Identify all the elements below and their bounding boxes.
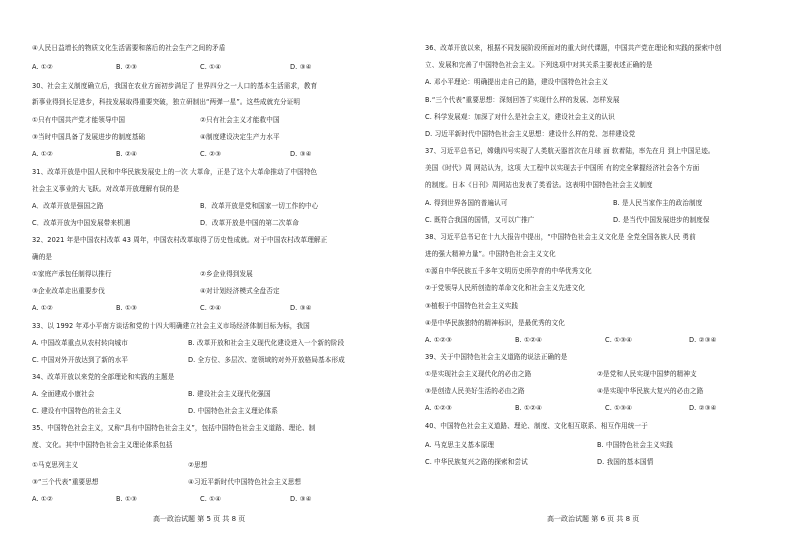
question-text-line: 40、中国特色社会主义道路、理论、制度、文化相互联系、相互作用统一于	[425, 422, 648, 430]
statement-option: C. 既符合我国的国情，又可以广推广	[425, 216, 535, 224]
answer-option: D. ②③④	[689, 336, 717, 344]
statement-option: ④是实现中华民族大复兴的必由之路	[597, 387, 704, 395]
answer-option: A. ①②	[32, 495, 53, 503]
question-text-line: 32、2021 年是中国农村改革 43 周年，中国农村改革取得了历史性成就。对于中国农村改革理解正	[32, 236, 328, 244]
statement-option: B. 中国特色社会主义实践	[597, 441, 673, 449]
answer-option: A. ①②③	[425, 404, 452, 412]
statement-option: ③植根于中国特色社会主义实践	[425, 302, 519, 310]
answer-option: B. ①②④	[515, 404, 543, 412]
answer-option: C. ①③④	[605, 404, 633, 412]
question-text-line: ④人民日益增长的物质文化生活需要和落后的社会生产之间的矛盾	[32, 44, 226, 52]
statement-option: A. 中国改革重点从农村转向城市	[32, 339, 128, 347]
statement-option: C. 中华民族复兴之路的探索和尝试	[425, 458, 528, 466]
right-exam-page	[397, 0, 794, 550]
statement-option: ③“三个代表”重要思想	[32, 478, 99, 486]
statement-option: A. 邓小平理论：明确提出走自己的路，建设中国特色社会主义	[425, 78, 608, 86]
question-text-line: 30、社会主义制度确立后，我国在农业方面初步满足了 世界四分之一人口的基本生活需求，教育	[32, 82, 318, 90]
page-footer: 高一政治试题 第 6 页 共 8 页	[547, 515, 640, 523]
answer-option: A. ①②③	[425, 336, 452, 344]
question-text-line: 立、发展和完善了中国特色社会主义。下列选项中对其关系主要表述正确的是	[425, 61, 653, 69]
statement-option: ②乡企业得到发展	[200, 270, 253, 278]
question-text-line: 34、改革开放以来党的全部理论和实践的主题是	[32, 373, 175, 381]
answer-option: B. ①②④	[515, 336, 543, 344]
statement-option: C．改革开放为中国发展带来机遇	[32, 219, 131, 227]
question-text-line: 33、以 1992 年邓小平南方谈话和党的十四大明确建立社会主义市场经济体制目标为标，我国	[32, 322, 310, 330]
statement-option: B．改革开放是党和国家一切工作的中心	[200, 202, 319, 210]
statement-option: B. 改革开放和社会主义现代化建设进入一个新的阶段	[188, 339, 345, 347]
question-text-line: 确的是	[32, 253, 53, 261]
statement-option: ①源自中华民族五千多年文明历史所孕育的中华优秀文化	[425, 267, 592, 275]
answer-option: B. ②④	[116, 150, 138, 158]
statement-option: B. 是人民当家作主的政治制度	[613, 199, 703, 207]
statement-option: ④是中华民族独特的精神标识，是最优秀的文化	[425, 319, 565, 327]
statement-option: ③当时中国具备了发展进步的制度基础	[32, 133, 146, 141]
question-text-line: 新事业得到长足进步，科技发展取得重要突破，独立研制出“两弹一星”。这些成就充分证明	[32, 98, 301, 106]
statement-option: ②是党和人民实现中国梦的精神支	[597, 370, 697, 378]
statement-option: D. 全方位、多层次、宽领域的对外开放格局基本形成	[188, 356, 345, 364]
question-text-line: 39、关于中国特色社会主义道路的说法正确的是	[425, 353, 568, 361]
statement-option: ②思想	[188, 461, 208, 469]
question-text-line: 37、习近平总书记，嫦娥四号实现了人类航天器首次在月球 面 软着陆，率先在月 到上中国足迹。	[425, 147, 715, 155]
answer-option: A. ①②	[32, 150, 53, 158]
question-text-line: 38、习近平总书记在十九大报告中提出，“中国特色社会主义文化是 全党全国各族人民 勇前	[425, 233, 696, 241]
answer-option: B. ②③	[116, 63, 138, 71]
statement-option: C. 中国对外开放达到了新的水平	[32, 356, 129, 364]
statement-option: C. 建设有中国特色的社会主义	[32, 407, 122, 415]
question-text-line: 36、改革开放以来，根据不同发展阶段所面对的重大时代课题，中国共产党在理论和实践的探索中创	[425, 44, 722, 52]
question-text-line: 的制度。日本《日刊》周网站也发表了类看法。这表明中国特色社会主义制度	[425, 181, 653, 189]
question-text-line: 社会主义事业的大飞跃。对改革开放理解有误的是	[32, 185, 180, 193]
question-text-line: 美国《时代》周 网站认为，这项 大工程中以实现去于中国所 有的完全掌握经济社会各个方面	[425, 164, 700, 172]
answer-option: D. ②③④	[689, 404, 717, 412]
answer-option: C. ①④	[200, 495, 222, 503]
statement-option: ③企业改革走出重要步伐	[32, 287, 105, 295]
answer-option: C. ①③④	[605, 336, 633, 344]
statement-option: C. 科学发展观：加深了对什么是社会主义，建设社会主义的认识	[425, 113, 615, 121]
answer-option: A. ①②	[32, 63, 53, 71]
statement-option: A. 全面建成小康社会	[32, 390, 95, 398]
answer-option: D. ③④	[290, 495, 312, 503]
statement-option: D. 中国特色社会主义理论体系	[188, 407, 278, 415]
question-text-line: 35、中国特色社会主义，又称“具有中国特色社会主义”，包括中国特色社会主义道路、理论、制	[32, 424, 316, 432]
statement-option: ①家庭产承包任制得以推行	[32, 270, 112, 278]
statement-option: A．改革开放是强国之路	[32, 202, 104, 210]
page-footer: 高一政治试题 第 5 页 共 8 页	[153, 515, 246, 523]
statement-option: D. 我国的基本国情	[597, 458, 654, 466]
question-text-line: 31、改革开放是中国人民和中华民族发展史上的一次 大革命，正是了这个大革命推动了中国特色	[32, 168, 318, 176]
statement-option: ②只有社会主义才能救中国	[200, 116, 280, 124]
statement-option: D. 习近平新时代中国特色社会主义思想：建设什么样的党、怎样建设党	[425, 130, 636, 138]
statement-option: ②于党领导人民所创造的革命文化和社会主义先进文化	[425, 284, 585, 292]
statement-option: B.“三个代表”重要思想：深刻回答了实现什么样的发展、怎样发展	[425, 96, 620, 104]
answer-option: A. ①②	[32, 304, 53, 312]
statement-option: A. 得到世界各国的普遍认可	[425, 199, 508, 207]
statement-option: B. 建设社会主义现代化强国	[188, 390, 271, 398]
statement-option: ①只有中国共产党才能领导中国	[32, 116, 126, 124]
statement-option: ①马克思列主义	[32, 461, 79, 469]
answer-option: D. ③④	[290, 63, 312, 71]
statement-option: ①是实现社会主义现代化的必由之路	[425, 370, 532, 378]
question-text-line: 进的强大精神力量”。中国特色社会主义文化	[425, 250, 556, 258]
answer-option: C. ①④	[200, 63, 222, 71]
answer-option: B. ①③	[116, 495, 138, 503]
statement-option: A. 马克思主义基本原理	[425, 441, 495, 449]
statement-option: D．改革开放是中国的第二次革命	[200, 219, 299, 227]
answer-option: C. ②③	[200, 150, 222, 158]
answer-option: C. ②④	[200, 304, 222, 312]
statement-option: ③是创造人民美好生活的必由之路	[425, 387, 525, 395]
statement-option: D. 是当代中国发展进步的制度保	[613, 216, 710, 224]
statement-option: ④对计划经济模式全盘否定	[200, 287, 280, 295]
answer-option: D. ③④	[290, 304, 312, 312]
statement-option: ④习近平新时代中国特色社会主义思想	[188, 478, 302, 486]
statement-option: ④制度建设决定生产力水平	[200, 133, 280, 141]
answer-option: B. ①③	[116, 304, 138, 312]
question-text-line: 度、文化。其中中国特色社会主义理论体系包括	[32, 441, 173, 449]
answer-option: D. ③④	[290, 150, 312, 158]
